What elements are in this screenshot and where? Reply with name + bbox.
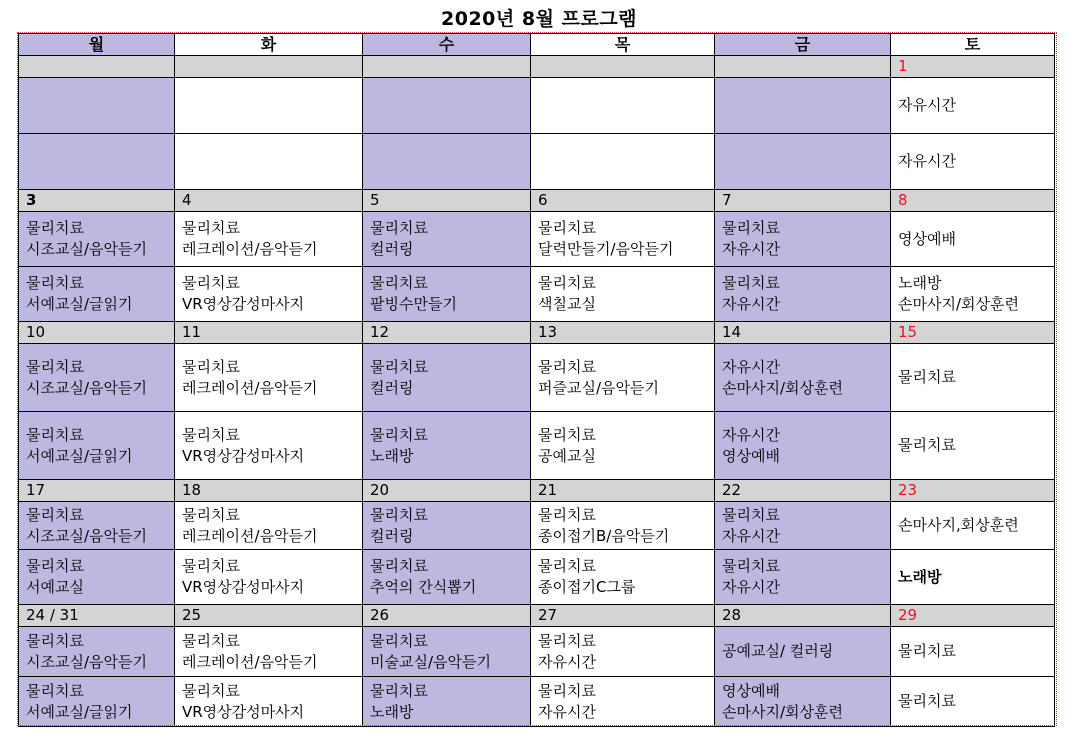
program-cell-sat bbox=[891, 78, 1055, 134]
program-cell-thu bbox=[531, 78, 715, 134]
program-item: 종이접기B/음악듣기 bbox=[538, 526, 670, 545]
program-item: 물리치료 bbox=[182, 274, 240, 292]
day-header-wed: 수 bbox=[363, 34, 531, 56]
program-item: 물리치료 bbox=[182, 425, 240, 444]
program-cell-tue bbox=[175, 502, 363, 550]
date-cell-wed bbox=[363, 56, 531, 78]
program-item: 레크레이션/음악듣기 bbox=[182, 240, 318, 258]
program-item: 손마사지/회상훈련 bbox=[898, 295, 1019, 313]
date-row bbox=[19, 56, 1055, 78]
program-item: 자유시간 bbox=[722, 578, 780, 596]
program-item: 시조교실/음악듣기 bbox=[26, 526, 147, 545]
program-item: 시조교실/음악듣기 bbox=[26, 652, 147, 671]
date-cell-fri: 22 bbox=[715, 480, 891, 502]
day-header-mon: 월 bbox=[19, 34, 175, 56]
program-cell-thu bbox=[531, 412, 715, 480]
program-item: 물리치료 bbox=[182, 681, 240, 700]
program-item: 컬러링 bbox=[370, 240, 414, 258]
program-item: 물리치료 bbox=[722, 219, 780, 237]
program-item: 서예교실 bbox=[26, 578, 84, 596]
program-item: 영상예배 bbox=[898, 229, 956, 248]
program-item: 물리치료 bbox=[370, 631, 428, 650]
program-cell-sat bbox=[891, 212, 1055, 267]
date-cell-mon: 17 bbox=[19, 480, 175, 502]
date-cell-sat: 1 bbox=[891, 56, 1055, 78]
program-item: 물리치료 bbox=[538, 681, 596, 700]
program-row bbox=[19, 78, 1055, 134]
date-cell-thu: 6 bbox=[531, 190, 715, 212]
date-cell-fri: 28 bbox=[715, 605, 891, 627]
program-item: 추억의 간식뽑기 bbox=[370, 578, 477, 596]
date-cell-tue: 25 bbox=[175, 605, 363, 627]
program-cell-wed bbox=[363, 267, 531, 322]
program-cell-thu bbox=[531, 212, 715, 267]
program-item: 물리치료 bbox=[898, 642, 956, 660]
program-item: VR영상감성마사지 bbox=[182, 702, 305, 721]
program-cell-tue bbox=[175, 412, 363, 480]
program-cell-sat bbox=[891, 134, 1055, 190]
program-item: 물리치료 bbox=[26, 274, 84, 292]
program-item: 물리치료 bbox=[182, 557, 240, 575]
program-item: 물리치료 bbox=[538, 274, 596, 292]
program-item: 공예교실 bbox=[538, 446, 596, 465]
program-item: 색칠교실 bbox=[538, 295, 596, 313]
program-cell-thu bbox=[531, 677, 715, 727]
program-cell-mon bbox=[19, 134, 175, 190]
date-cell-sat: 8 bbox=[891, 190, 1055, 212]
program-cell-wed bbox=[363, 550, 531, 605]
program-cell-fri bbox=[715, 344, 891, 412]
program-item: 물리치료 bbox=[898, 436, 956, 454]
program-item: 물리치료 bbox=[26, 557, 84, 575]
program-cell-tue bbox=[175, 78, 363, 134]
program-item: 자유시간 bbox=[898, 96, 956, 114]
program-cell-mon bbox=[19, 412, 175, 480]
program-item: 미술교실/음악듣기 bbox=[370, 652, 491, 671]
date-cell-sat: 23 bbox=[891, 480, 1055, 502]
program-item: 시조교실/음악듣기 bbox=[26, 240, 147, 258]
program-item: 자유시간 bbox=[722, 357, 780, 376]
program-cell-mon bbox=[19, 78, 175, 134]
program-item: 물리치료 bbox=[538, 505, 596, 524]
program-cell-sat bbox=[891, 550, 1055, 605]
program-cell-thu bbox=[531, 267, 715, 322]
program-cell-fri bbox=[715, 78, 891, 134]
date-row bbox=[19, 190, 1055, 212]
day-header-thu: 목 bbox=[531, 34, 715, 56]
program-cell-fri bbox=[715, 134, 891, 190]
date-cell-thu: 13 bbox=[531, 322, 715, 344]
program-cell-wed bbox=[363, 412, 531, 480]
program-cell-mon bbox=[19, 267, 175, 322]
program-item: 노래방 bbox=[370, 702, 414, 721]
date-cell-tue: 4 bbox=[175, 190, 363, 212]
program-cell-mon bbox=[19, 212, 175, 267]
program-item: 레크레이션/음악듣기 bbox=[182, 652, 318, 671]
program-cell-sat bbox=[891, 627, 1055, 677]
date-row bbox=[19, 322, 1055, 344]
program-item: 물리치료 bbox=[26, 631, 84, 650]
program-item: 물리치료 bbox=[898, 692, 956, 710]
date-row bbox=[19, 605, 1055, 627]
program-item: 물리치료 bbox=[538, 219, 596, 237]
day-header-sat: 토 bbox=[891, 34, 1055, 56]
program-cell-fri bbox=[715, 212, 891, 267]
program-item: 물리치료 bbox=[370, 357, 428, 376]
program-cell-sat bbox=[891, 502, 1055, 550]
program-item: VR영상감성마사지 bbox=[182, 446, 305, 465]
date-cell-tue: 11 bbox=[175, 322, 363, 344]
program-cell-wed bbox=[363, 627, 531, 677]
program-cell-fri bbox=[715, 502, 891, 550]
program-item: 자유시간 bbox=[722, 295, 780, 313]
program-row bbox=[19, 344, 1055, 412]
program-item: 물리치료 bbox=[370, 681, 428, 700]
program-cell-fri bbox=[715, 550, 891, 605]
program-item: 컬러링 bbox=[370, 378, 414, 397]
program-item: 물리치료 bbox=[370, 557, 428, 575]
program-cell-fri bbox=[715, 267, 891, 322]
program-item: 물리치료 bbox=[370, 505, 428, 524]
program-item: 물리치료 bbox=[26, 425, 84, 444]
program-item: 물리치료 bbox=[722, 557, 780, 575]
program-item: 손마사지,회상훈련 bbox=[898, 516, 1019, 534]
program-cell-wed bbox=[363, 502, 531, 550]
program-cell-sat bbox=[891, 267, 1055, 322]
program-item: 물리치료 bbox=[182, 631, 240, 650]
weekday-header-row bbox=[19, 34, 1055, 56]
program-item: 물리치료 bbox=[26, 681, 84, 700]
program-item: 퍼즐교실/음악듣기 bbox=[538, 378, 659, 397]
program-cell-tue bbox=[175, 677, 363, 727]
program-cell-fri bbox=[715, 627, 891, 677]
program-row bbox=[19, 502, 1055, 550]
program-item: 물리치료 bbox=[182, 505, 240, 524]
program-cell-thu bbox=[531, 134, 715, 190]
program-item: 물리치료 bbox=[370, 274, 428, 292]
program-item: 물리치료 bbox=[26, 219, 84, 237]
date-cell-mon bbox=[19, 56, 175, 78]
program-item: 영상예배 bbox=[722, 446, 780, 465]
program-cell-mon bbox=[19, 344, 175, 412]
program-item: 자유시간 bbox=[538, 702, 596, 721]
program-cell-mon bbox=[19, 677, 175, 727]
program-item: 물리치료 bbox=[722, 505, 780, 524]
program-calendar bbox=[18, 33, 1055, 727]
program-cell-fri bbox=[715, 412, 891, 480]
program-cell-mon bbox=[19, 502, 175, 550]
program-cell-sat bbox=[891, 677, 1055, 727]
date-cell-tue: 18 bbox=[175, 480, 363, 502]
date-row bbox=[19, 480, 1055, 502]
program-cell-fri bbox=[715, 677, 891, 727]
date-cell-sat: 15 bbox=[891, 322, 1055, 344]
program-item: VR영상감성마사지 bbox=[182, 578, 305, 596]
date-cell-mon: 24 / 31 bbox=[19, 605, 175, 627]
program-item: 물리치료 bbox=[370, 219, 428, 237]
date-cell-fri: 7 bbox=[715, 190, 891, 212]
program-cell-tue bbox=[175, 267, 363, 322]
program-cell-sat bbox=[891, 412, 1055, 480]
program-item: 공예교실/ 컬러링 bbox=[722, 642, 834, 660]
program-item: 종이접기C그룹 bbox=[538, 578, 636, 596]
program-item: 물리치료 bbox=[26, 357, 84, 376]
program-item: 자유시간 bbox=[722, 425, 780, 444]
date-cell-fri: 14 bbox=[715, 322, 891, 344]
date-cell-wed: 12 bbox=[363, 322, 531, 344]
program-item: 레크레이션/음악듣기 bbox=[182, 526, 318, 545]
page-title: 2020년 8월 프로그램 bbox=[441, 8, 637, 30]
program-item: 노래방 bbox=[370, 446, 414, 465]
program-cell-wed bbox=[363, 134, 531, 190]
date-cell-mon: 10 bbox=[19, 322, 175, 344]
program-item: 자유시간 bbox=[898, 152, 956, 170]
program-row bbox=[19, 134, 1055, 190]
program-item: 노래방 bbox=[898, 274, 942, 292]
date-cell-thu bbox=[531, 56, 715, 78]
program-item: 달력만들기/음악듣기 bbox=[538, 240, 674, 258]
program-cell-thu bbox=[531, 550, 715, 605]
program-row bbox=[19, 627, 1055, 677]
program-item: 노래방 bbox=[898, 567, 942, 586]
program-cell-thu bbox=[531, 627, 715, 677]
program-item: 물리치료 bbox=[538, 557, 596, 575]
program-cell-tue bbox=[175, 627, 363, 677]
program-item: 물리치료 bbox=[538, 425, 596, 444]
date-cell-tue bbox=[175, 56, 363, 78]
program-cell-tue bbox=[175, 550, 363, 605]
program-item: 서예교실/글읽기 bbox=[26, 446, 133, 465]
program-cell-sat bbox=[891, 344, 1055, 412]
date-cell-wed: 26 bbox=[363, 605, 531, 627]
program-item: 물리치료 bbox=[538, 357, 596, 376]
program-item: 서예교실/글읽기 bbox=[26, 702, 133, 721]
program-item: 컬러링 bbox=[370, 526, 414, 545]
program-item: 시조교실/음악듣기 bbox=[26, 378, 147, 397]
program-cell-tue bbox=[175, 212, 363, 267]
date-cell-fri bbox=[715, 56, 891, 78]
program-row bbox=[19, 412, 1055, 480]
program-cell-mon bbox=[19, 550, 175, 605]
program-cell-thu bbox=[531, 344, 715, 412]
date-cell-sat: 29 bbox=[891, 605, 1055, 627]
program-item: 자유시간 bbox=[722, 526, 780, 545]
date-cell-mon: 3 bbox=[19, 190, 175, 212]
date-cell-wed: 20 bbox=[363, 480, 531, 502]
date-cell-wed: 5 bbox=[363, 190, 531, 212]
program-row bbox=[19, 550, 1055, 605]
program-item: 물리치료 bbox=[370, 425, 428, 444]
program-cell-wed bbox=[363, 677, 531, 727]
day-header-tue: 화 bbox=[175, 34, 363, 56]
program-item: 서예교실/글읽기 bbox=[26, 295, 133, 313]
program-cell-wed bbox=[363, 78, 531, 134]
program-item: 레크레이션/음악듣기 bbox=[182, 378, 318, 397]
program-row bbox=[19, 267, 1055, 322]
date-cell-thu: 27 bbox=[531, 605, 715, 627]
program-item: 물리치료 bbox=[898, 368, 956, 386]
program-cell-wed bbox=[363, 344, 531, 412]
program-cell-mon bbox=[19, 627, 175, 677]
program-cell-thu bbox=[531, 502, 715, 550]
calendar-body bbox=[19, 56, 1055, 727]
program-cell-wed bbox=[363, 212, 531, 267]
program-row bbox=[19, 212, 1055, 267]
program-row bbox=[19, 677, 1055, 727]
program-item: 손마사지/회상훈련 bbox=[722, 378, 843, 397]
program-cell-tue bbox=[175, 134, 363, 190]
program-item: 영상예배 bbox=[722, 681, 780, 700]
program-item: 물리치료 bbox=[182, 357, 240, 376]
program-cell-tue bbox=[175, 344, 363, 412]
program-item: 손마사지/회상훈련 bbox=[722, 702, 843, 721]
program-item: 물리치료 bbox=[182, 219, 240, 237]
date-cell-thu: 21 bbox=[531, 480, 715, 502]
program-item: 물리치료 bbox=[722, 274, 780, 292]
program-item: 물리치료 bbox=[26, 505, 84, 524]
program-item: 자유시간 bbox=[538, 652, 596, 671]
day-header-fri: 금 bbox=[715, 34, 891, 56]
program-item: 자유시간 bbox=[722, 240, 780, 258]
program-item: VR영상감성마사지 bbox=[182, 295, 305, 313]
program-item: 팥빙수만들기 bbox=[370, 295, 457, 313]
program-item: 물리치료 bbox=[538, 631, 596, 650]
